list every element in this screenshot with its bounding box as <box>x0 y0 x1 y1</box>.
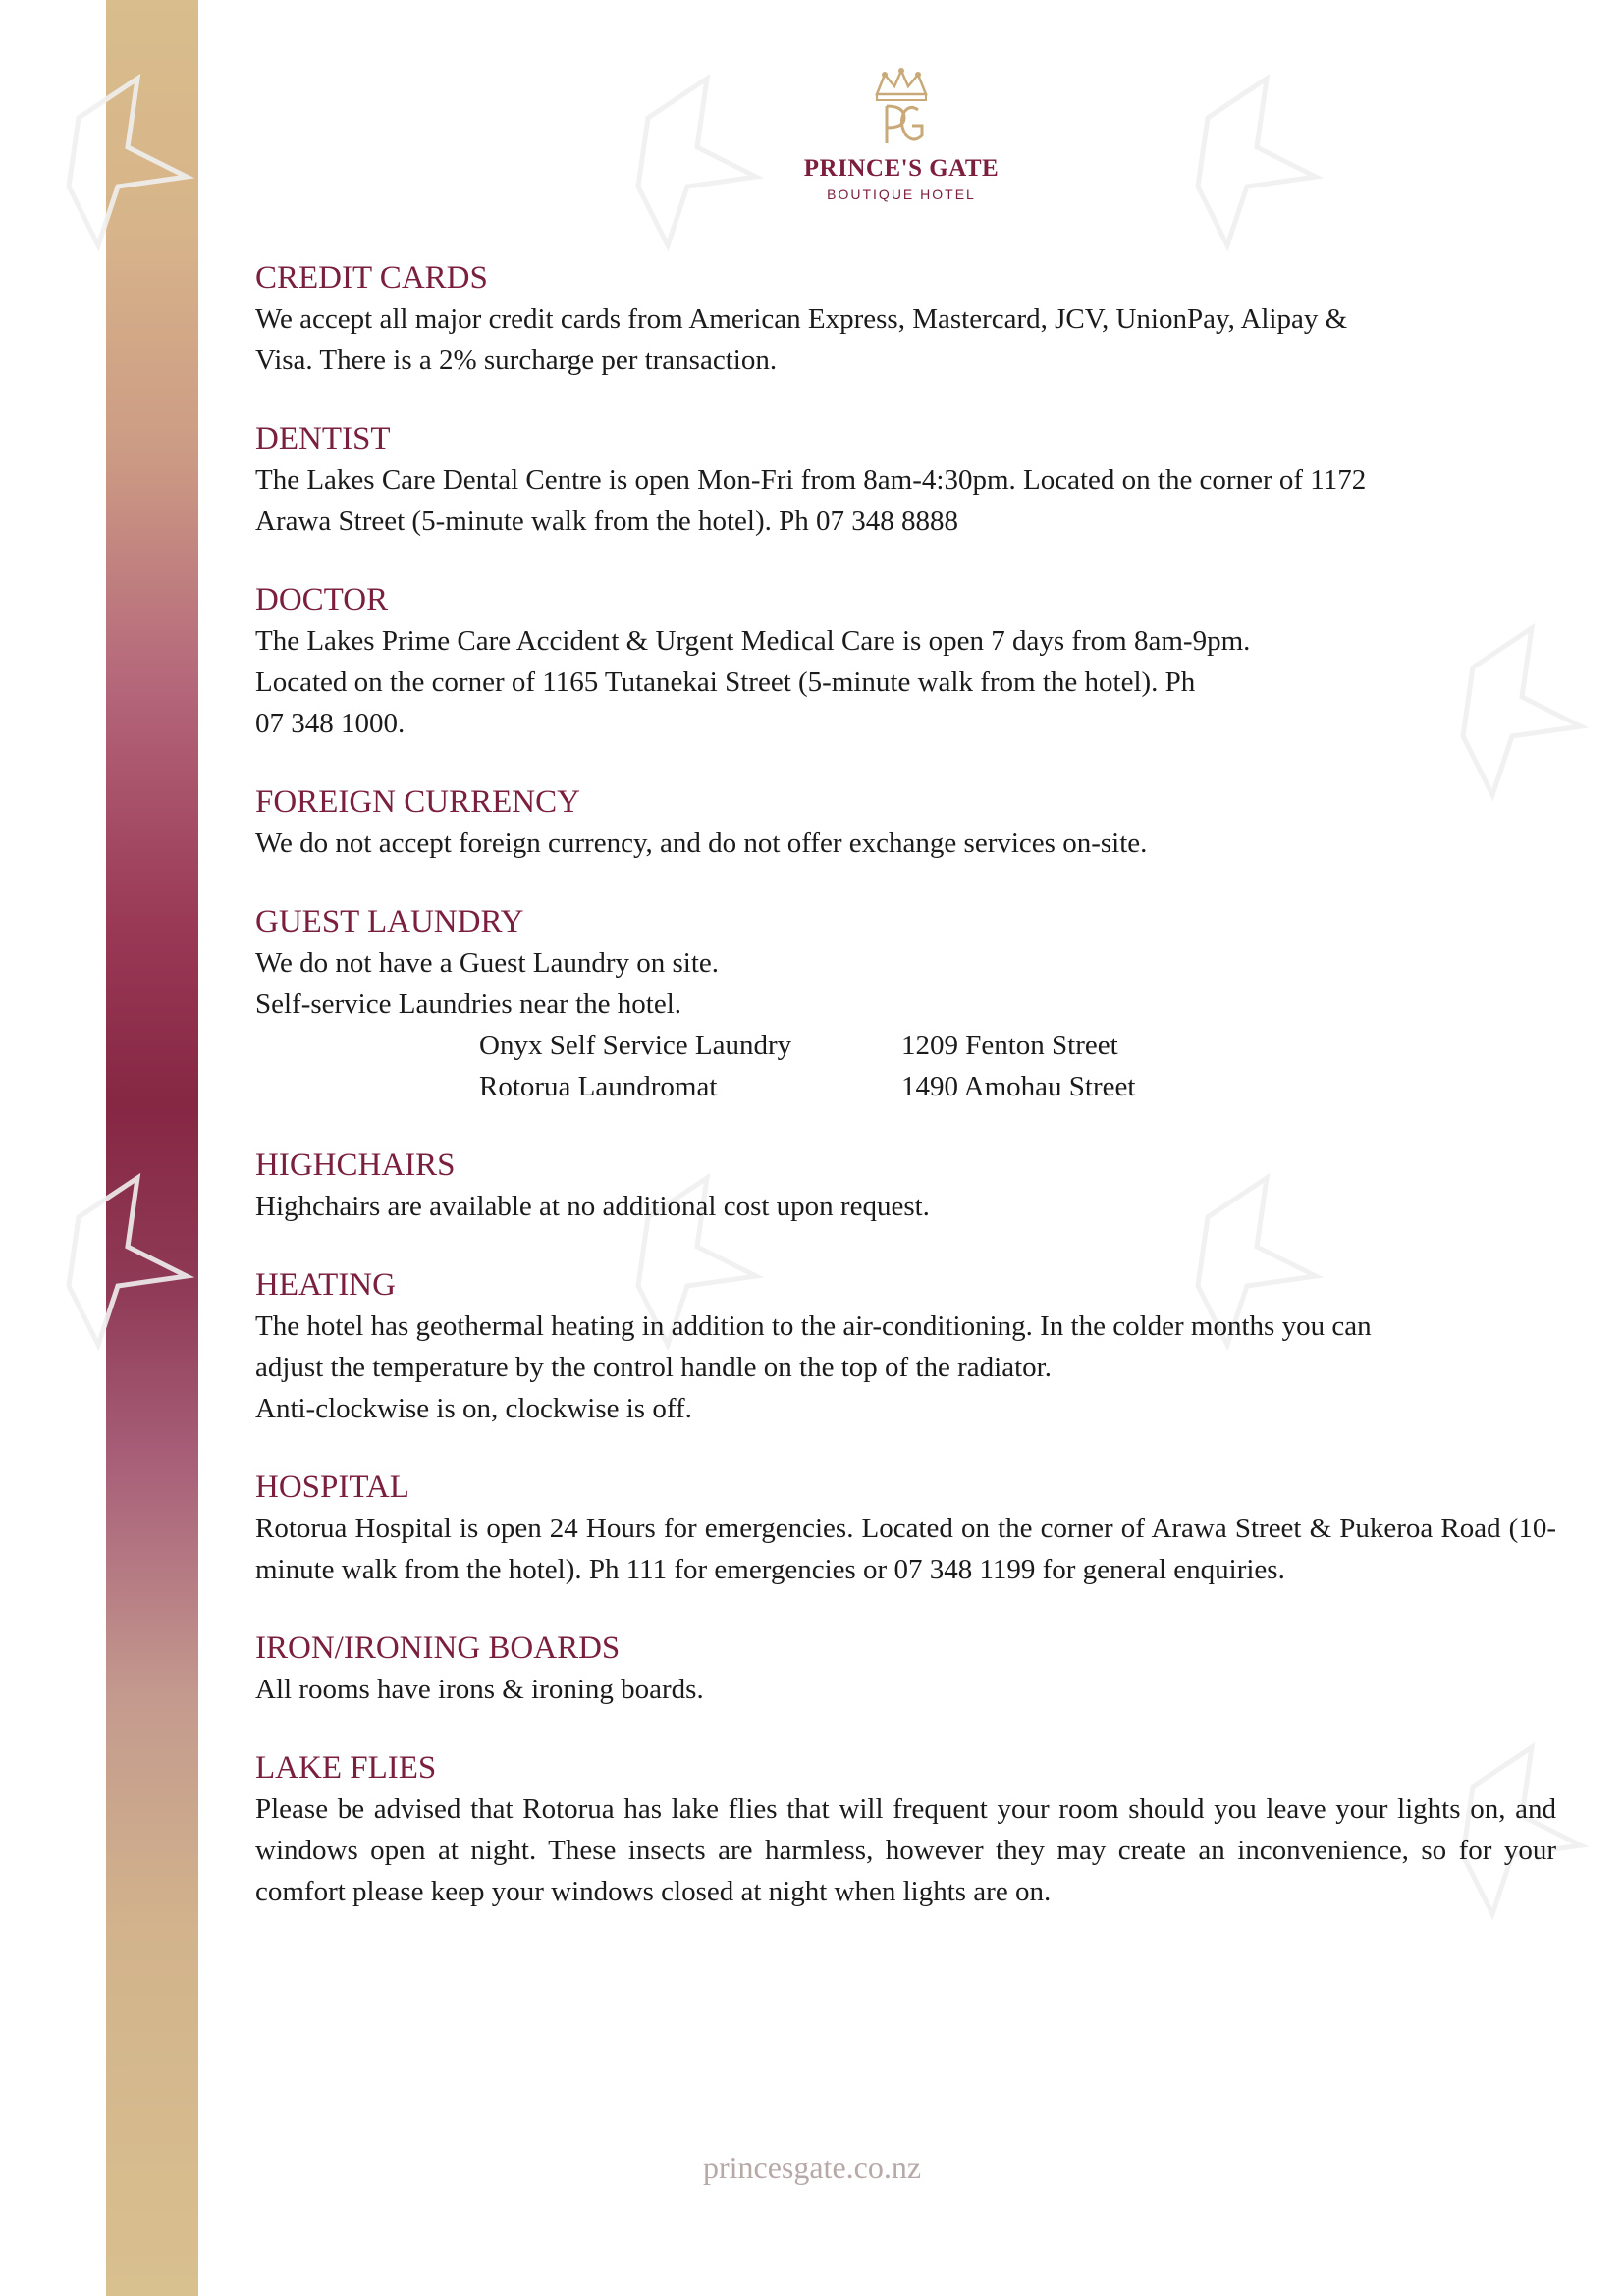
section-line: adjust the temperature by the control handle on the top of the radiator. <box>255 1352 1052 1383</box>
section-line: Arawa Street (5-minute walk from the hotel). Ph 07 348 8888 <box>255 506 958 537</box>
section-heading: LAKE FLIES <box>255 1750 437 1786</box>
section-line: Visa. There is a 2% surcharge per transaction. <box>255 345 778 376</box>
section-lake-flies <box>255 1747 1556 1912</box>
section-heading: HEATING <box>255 1267 396 1303</box>
section-credit-cards <box>255 257 1556 381</box>
info-content <box>255 257 1556 1949</box>
section-line: We do not accept foreign currency, and do not offer exchange services on-site. <box>255 828 1148 859</box>
section-hospital <box>255 1467 1556 1590</box>
section-doctor <box>255 579 1556 744</box>
decorative-side-band <box>106 0 198 2296</box>
section-line: The Lakes Prime Care Accident & Urgent Medical Care is open 7 days from 8am-9pm. <box>255 625 1251 657</box>
section-line: We accept all major credit cards from American Express, Mastercard, JCV, UnionPay, Alipay & <box>255 303 1348 335</box>
laundry-name: Rotorua Laundromat <box>479 1071 718 1102</box>
section-line: The hotel has geothermal heating in addition to the air-conditioning. In the colder months you can <box>255 1310 1372 1342</box>
section-line: The Lakes Care Dental Centre is open Mon-Fri from 8am-4:30pm. Located on the corner of 1172 <box>255 464 1367 496</box>
section-heating <box>255 1264 1556 1429</box>
section-heading: IRON/IRONING BOARDS <box>255 1630 621 1666</box>
laundry-list <box>479 1025 1556 1107</box>
section-foreign-currency <box>255 781 1556 864</box>
section-line: We do not have a Guest Laundry on site. <box>255 947 720 979</box>
laundry-address: 1209 Fenton Street <box>901 1030 1118 1061</box>
section-highchairs <box>255 1145 1556 1227</box>
section-heading: DENTIST <box>255 421 391 456</box>
logo-subtitle: BOUTIQUE HOTEL <box>827 187 976 202</box>
section-dentist <box>255 418 1556 542</box>
laundry-address: 1490 Amohau Street <box>901 1071 1136 1102</box>
list-item <box>479 1066 1556 1107</box>
section-heading: HIGHCHAIRS <box>255 1148 456 1183</box>
section-line: 07 348 1000. <box>255 708 406 739</box>
section-heading: HOSPITAL <box>255 1469 409 1505</box>
section-line: All rooms have irons & ironing boards. <box>255 1674 704 1705</box>
section-text: Rotorua Hospital is open 24 Hours for emergencies. Located on the corner of Arawa Street & Pukeroa Road (10-minute walk from the hotel). Ph 111 for emergencies or 07 348 1199 for general enquiries. <box>255 1513 1556 1585</box>
hotel-logo <box>793 65 1009 212</box>
section-heading: CREDIT CARDS <box>255 260 488 295</box>
list-item <box>479 1025 1556 1066</box>
laundry-name: Onyx Self Service Laundry <box>479 1030 792 1061</box>
section-line: Self-service Laundries near the hotel. <box>255 988 682 1020</box>
crown-monogram-icon <box>857 65 946 153</box>
section-line: Anti-clockwise is on, clockwise is off. <box>255 1393 692 1424</box>
section-text: Please be advised that Rotorua has lake flies that will frequent your room should you leave your lights on, and windows open at night. These insects are harmless, however they may create an inconvenience, so for your comfort please keep your windows closed at night when lights are on. <box>255 1793 1556 1907</box>
section-iron <box>255 1628 1556 1710</box>
section-heading: FOREIGN CURRENCY <box>255 784 580 820</box>
section-line: Located on the corner of 1165 Tutanekai Street (5-minute walk from the hotel). Ph <box>255 667 1196 698</box>
logo-name: PRINCE'S GATE <box>803 155 1000 182</box>
section-heading: GUEST LAUNDRY <box>255 904 524 939</box>
section-line: Highchairs are available at no additional cost upon request. <box>255 1191 930 1222</box>
section-guest-laundry <box>255 901 1556 1107</box>
footer-website: princesgate.co.nz <box>702 2150 922 2185</box>
section-heading: DOCTOR <box>255 582 389 617</box>
